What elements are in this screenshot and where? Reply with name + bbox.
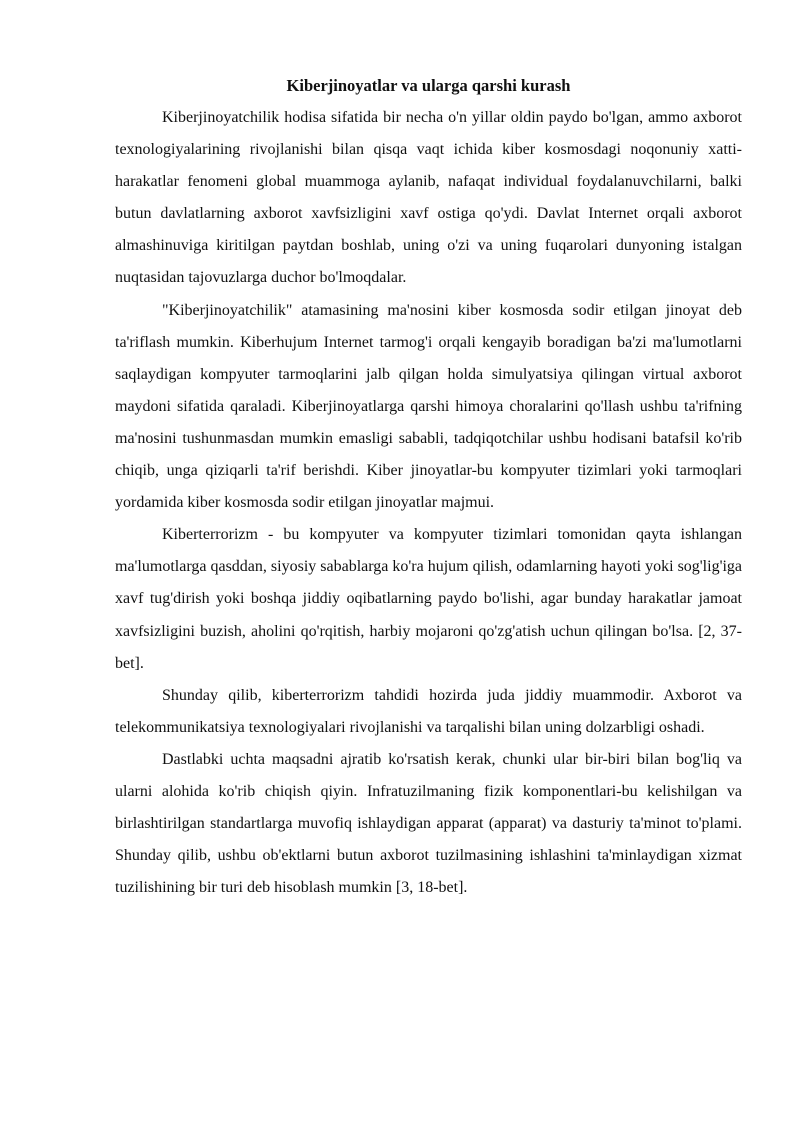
paragraph-4: Shunday qilib, kiberterrorizm tahdidi hozirda juda jiddiy muammodir. Axborot va telekommunikatsiya texnologiyalari rivojlanishi va tarqalishi bilan uning dolzarbligi oshadi. bbox=[115, 686, 742, 736]
paragraph-1: Kiberjinoyatchilik hodisa sifatida bir necha o'n yillar oldin paydo bo'lgan, ammo axborot texnologiyalarining rivojlanishi bilan qisqa vaqt ichida kiber kosmosdagi noqonuniy xatti-harakatlar fenomeni global muammoga aylanib, nafaqat individual foydalanuvchilarni, balki butun davlatlarning axborot xavfsizligini xavf ostiga qo'ydi. Davlat Internet orqali axborot almashinuviga kiritilgan paytdan boshlab, uning o'zi va uning fuqarolari dunyoning istalgan nuqtasidan tajovuzlarga duchor bo'lmoqdalar. bbox=[115, 109, 742, 287]
paragraph-2: "Kiberjinoyatchilik" atamasining ma'nosini kiber kosmosda sodir etilgan jinoyat deb ta'riflash mumkin. Kiberhujum Internet tarmog'i orqali kengayib boradigan ba'zi ma'lumotlarni saqlaydigan kompyuter tarmoqlarini jalb qilgan holda simulyatsiya qilingan virtual axborot maydoni sifatida qaraladi. Kiberjinoyatlarga qarshi himoya choralarini qo'llash ushbu ta'rifning ma'nosini tushunmasdan mumkin emasligi sababli, tadqiqotchilar ushbu hodisani batafsil ko'rib chiqib, unga qiziqarli ta'rif berishdi. Kiber jinoyatlar-bu kompyuter tizimlari yoki tarmoqlari yordamida kiber kosmosda sodir etilgan jinoyatlar majmui. bbox=[115, 301, 742, 512]
paragraph-3: Kiberterrorizm - bu kompyuter va kompyuter tizimlari tomonidan qayta ishlangan ma'lumotlarga qasddan, siyosiy sabablarga ko'ra hujum qilish, odamlarning hayoti yoki sog'lig'iga xavf tug'dirish yoki boshqa jiddiy oqibatlarning paydo bo'lishi, agar bunday harakatlar jamoat xavfsizligini buzish, aholini qo'rqitish, harbiy mojaroni qo'zg'atish uchun qilingan bo'lsa. [2, 37-bet]. bbox=[115, 526, 742, 672]
document-page bbox=[115, 70, 742, 904]
document-title: Kiberjinoyatlar va ularga qarshi kurash bbox=[286, 76, 571, 95]
paragraph-5: Dastlabki uchta maqsadni ajratib ko'rsatish kerak, chunki ular bir-biri bilan bog'liq va ularni alohida ko'rib chiqish qiyin. Infratuzilmaning fizik komponentlari-bu kelishilgan va birlashtirilgan standartlarga muvofiq ishlaydigan apparat (apparat) va dasturiy ta'minot to'plami. Shunday qilib, ushbu ob'ektlarni butun axborot tuzilmasining ishlashini ta'minlaydigan xizmat tuzilishining bir turi deb hisoblash mumkin [3, 18-bet]. bbox=[115, 750, 742, 897]
